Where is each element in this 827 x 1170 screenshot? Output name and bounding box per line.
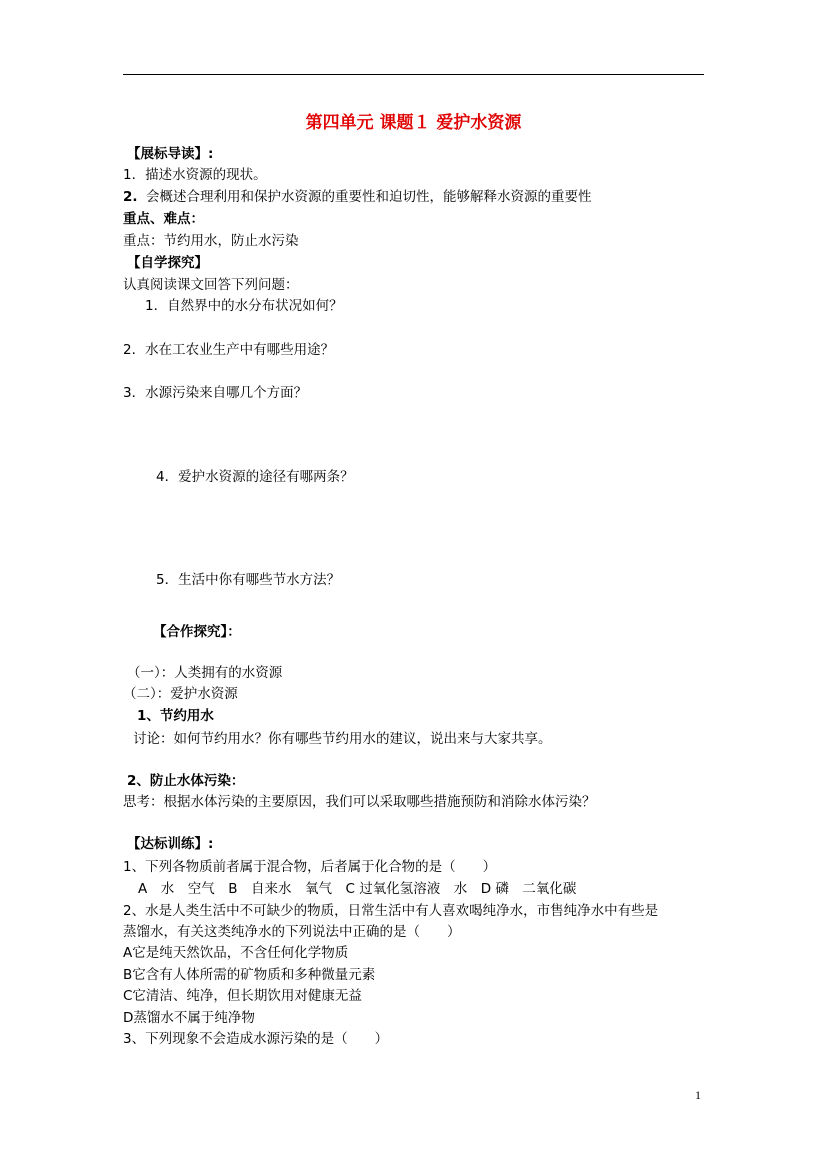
self-study-intro: 认真阅读课文回答下列问题： — [123, 277, 299, 293]
exercise-1-options: A 水 空气 B 自来水 氧气 C 过氧化氢溶液 水 D 磷 二氧化碳 — [138, 881, 577, 897]
key-points-heading: 重点、难点： — [123, 211, 204, 227]
water-saving-discussion: 讨论：如何节约用水？你有哪些节约用水的建议，说出来与大家共享。 — [133, 731, 552, 747]
exercise-2-option-a: A它是纯天然饮品，不含任何化学物质 — [123, 945, 349, 961]
section-heading-cooperation: 【合作探究】： — [153, 624, 241, 640]
water-saving-heading: 1、节约用水 — [137, 708, 214, 724]
cooperation-item-2: （二）：爱护水资源 — [123, 686, 238, 702]
page-number: 1 — [695, 1088, 701, 1102]
cooperation-item-1: （一）：人类拥有的水资源 — [127, 665, 283, 681]
question-3: 3．水源污染来自哪几个方面？ — [123, 385, 308, 401]
exercise-2-line-1: 2、水是人类生活中不可缺少的物质，日常生活中有人喜欢喝纯净水，市售纯净水中有些是 — [123, 903, 659, 919]
section-heading-self-study: 【自学探究】 — [127, 255, 208, 271]
exercise-1: 1、下列各物质前者属于混合物，后者属于化合物的是（ ） — [123, 859, 497, 875]
objective-1: 1．描述水资源的现状。 — [123, 167, 267, 183]
section-heading-exercises: 【达标训练】: — [127, 836, 214, 852]
exercise-2-line-2: 蒸馏水，有关这类纯净水的下列说法中正确的是（ ） — [123, 924, 461, 940]
exercise-2-option-c: C它清洁、纯净，但长期饮用对健康无益 — [123, 988, 362, 1004]
exercise-3: 3、下列现象不会造成水源污染的是（ ） — [123, 1031, 389, 1047]
header-rule — [123, 74, 704, 75]
question-1: 1．自然界中的水分布状况如何？ — [145, 298, 343, 314]
key-points-line: 重点：节约用水，防止水污染 — [123, 233, 299, 249]
page-title: 第四单元 课题１ 爱护水资源 — [305, 113, 522, 133]
exercise-2-option-d: D蒸馏水不属于纯净物 — [123, 1010, 255, 1026]
question-5: 5．生活中你有哪些节水方法？ — [156, 572, 341, 588]
question-4: 4．爱护水资源的途径有哪两条？ — [156, 469, 354, 485]
pollution-prevention-heading: 2、防止水体污染： — [127, 773, 245, 789]
pollution-prevention-question: 思考：根据水体污染的主要原因，我们可以采取哪些措施预防和消除水体污染？ — [123, 794, 596, 810]
objective-2: 会概述合理利用和保护水资源的重要性和迫切性，能够解释水资源的重要性 — [146, 189, 592, 205]
exercise-2-option-b: B它含有人体所需的矿物质和多种微量元素 — [123, 967, 376, 983]
section-heading-objectives: 【展标导读】: — [127, 146, 214, 162]
question-2: 2．水在工农业生产中有哪些用途？ — [123, 342, 335, 358]
objective-2-number: 2. — [123, 189, 138, 205]
